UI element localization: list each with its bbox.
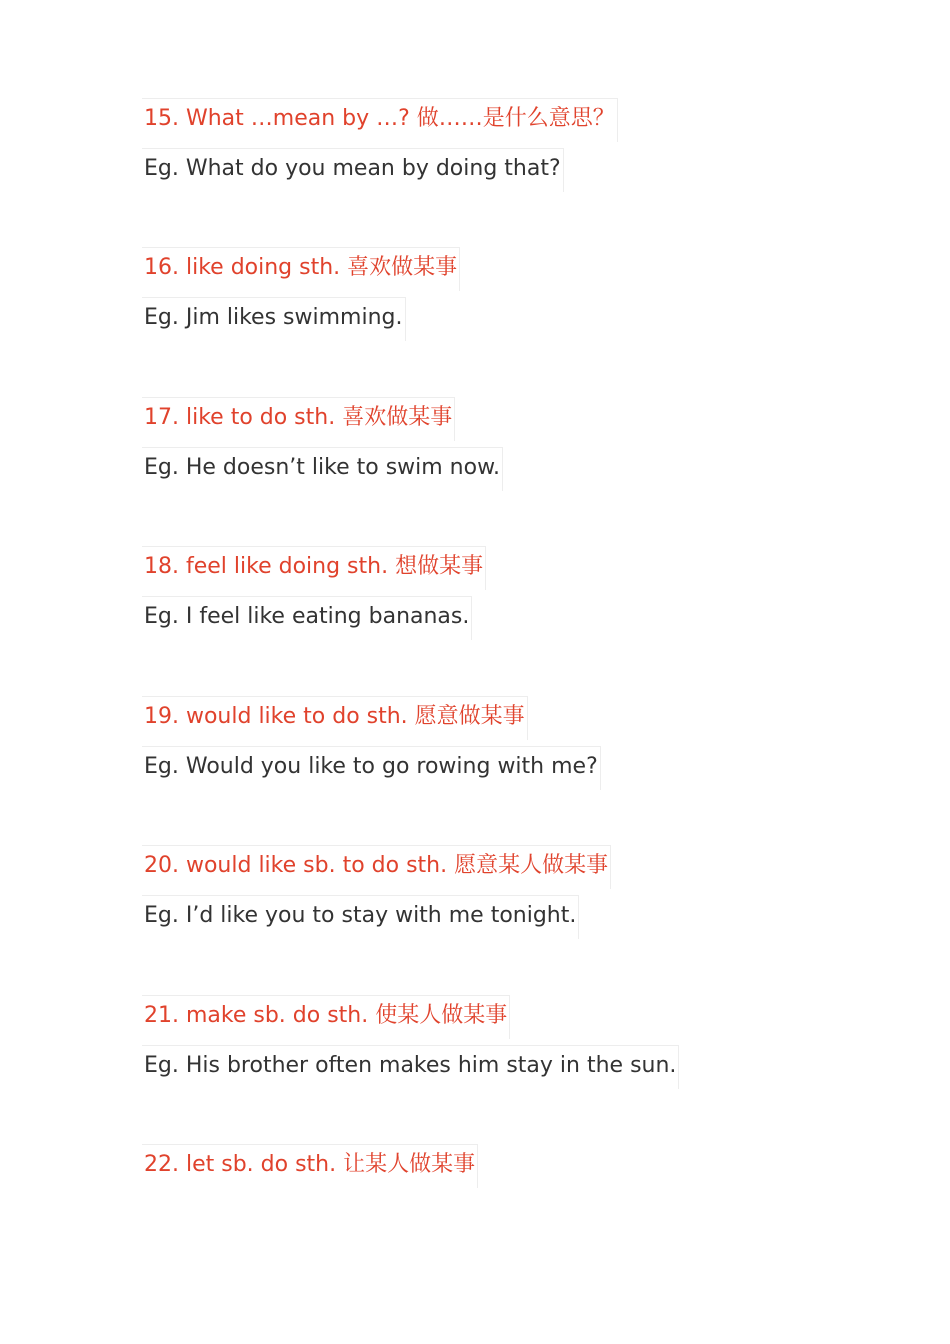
phrase-example-15: Eg. What do you mean by doing that? <box>142 148 564 192</box>
phrase-term-19: 19. would like to do sth. 愿意做某事 <box>142 696 528 740</box>
phrase-term-22: 22. let sb. do sth. 让某人做某事 <box>142 1144 478 1188</box>
phrase-term-17: 17. like to do sth. 喜欢做某事 <box>142 397 455 441</box>
phrase-example-21: Eg. His brother often makes him stay in the sun. <box>142 1045 679 1089</box>
phrase-term-16: 16. like doing sth. 喜欢做某事 <box>142 247 460 291</box>
phrase-example-16: Eg. Jim likes swimming. <box>142 297 406 341</box>
phrase-example-18: Eg. I feel like eating bananas. <box>142 596 472 640</box>
phrase-example-17: Eg. He doesn’t like to swim now. <box>142 447 503 491</box>
phrase-term-15: 15. What …mean by …? 做……是什么意思？ <box>142 98 618 142</box>
phrase-term-21: 21. make sb. do sth. 使某人做某事 <box>142 995 510 1039</box>
phrase-term-18: 18. feel like doing sth. 想做某事 <box>142 546 486 590</box>
phrase-example-20: Eg. I’d like you to stay with me tonight. <box>142 895 579 939</box>
phrase-example-19: Eg. Would you like to go rowing with me? <box>142 746 601 790</box>
phrase-term-20: 20. would like sb. to do sth. 愿意某人做某事 <box>142 845 611 889</box>
